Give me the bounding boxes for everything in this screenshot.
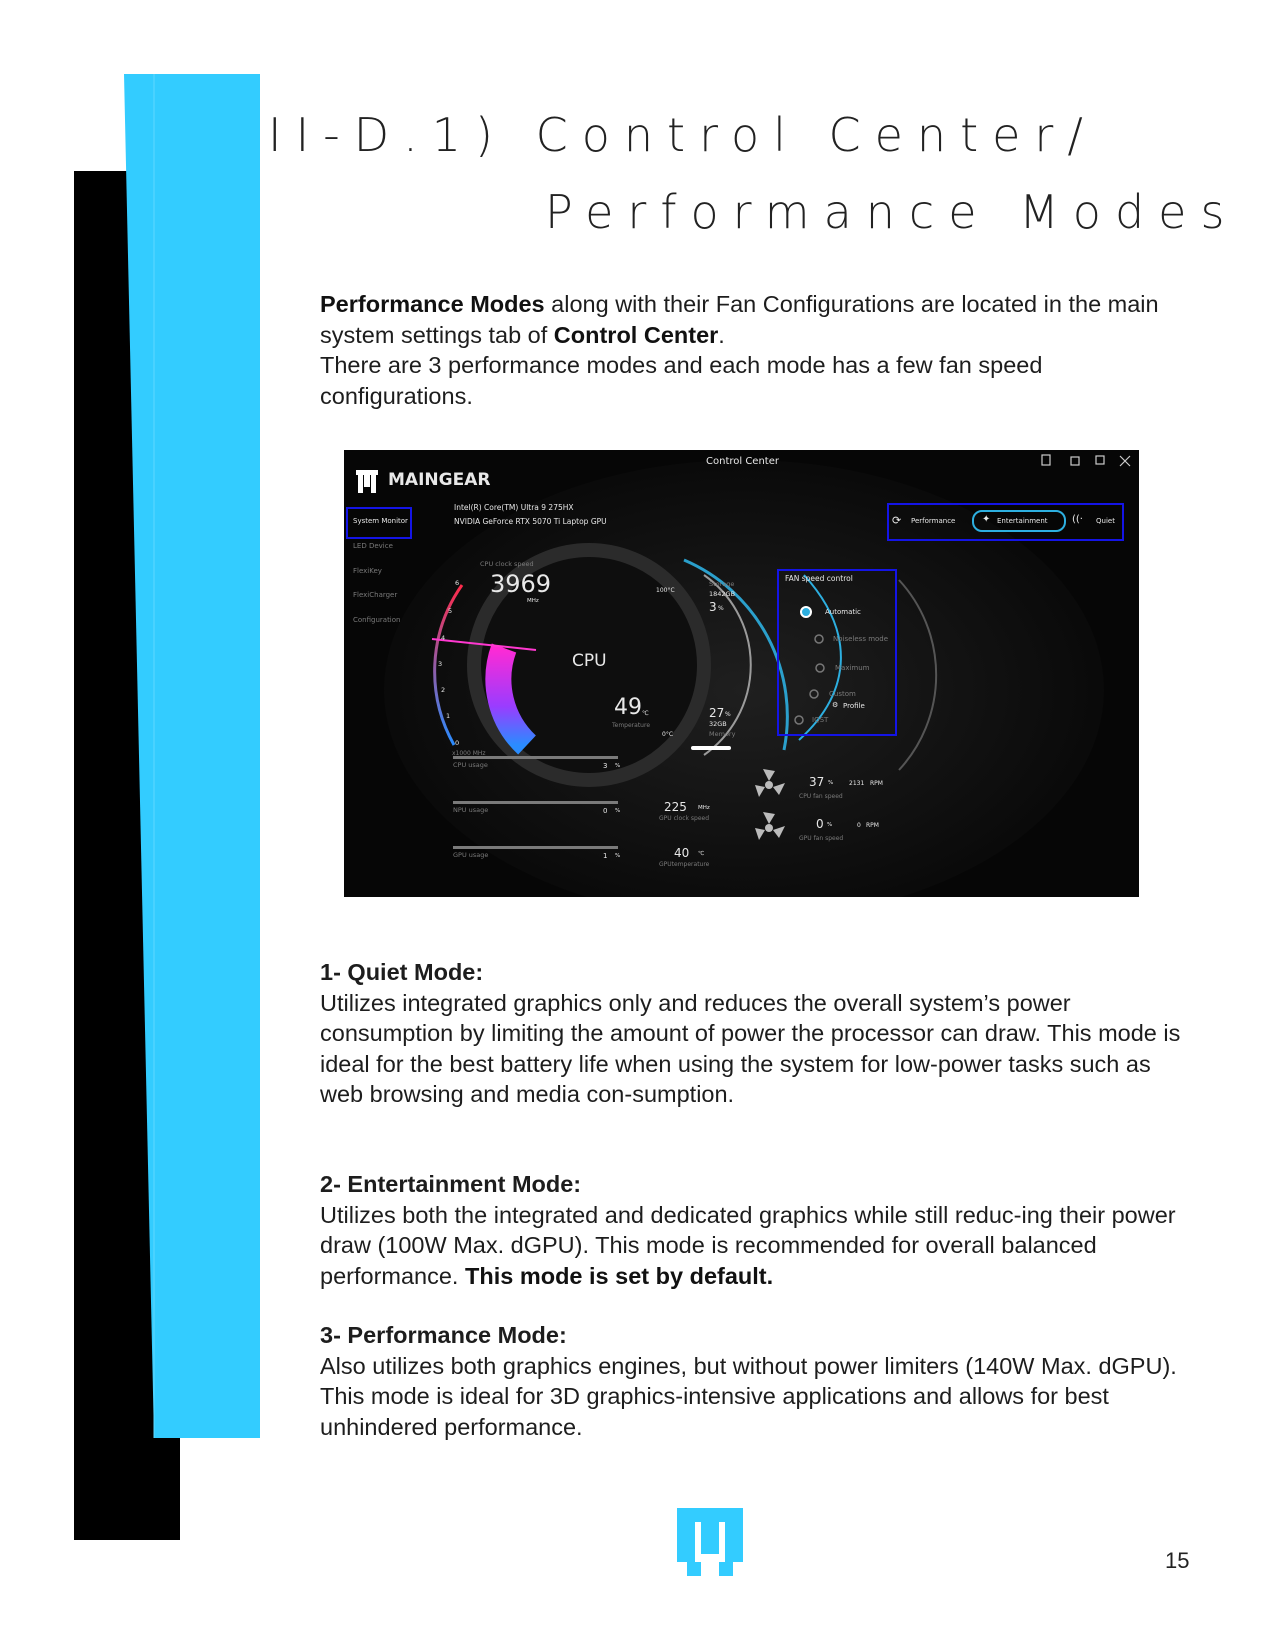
quiet-mode-heading: 1- Quiet Mode: (320, 959, 484, 985)
storage-value: 3 (709, 600, 717, 614)
temp-max-label: 100°C (656, 587, 675, 594)
memory-unit: % (725, 711, 731, 718)
mode-entertainment[interactable]: Entertainment (997, 517, 1048, 525)
gauge-progress-bar (691, 746, 731, 750)
gpu-temp-value: 40 (674, 846, 690, 860)
nav-flexicharger[interactable]: FlexiCharger (353, 591, 398, 599)
page-number: 15 (1165, 1548, 1190, 1573)
scale-tick-0: 0 (455, 739, 460, 747)
cpu-temp-unit: ℃ (642, 710, 649, 717)
scale-tick-5: 5 (448, 607, 453, 615)
storage-size: 1842GB (709, 590, 736, 598)
fan-option-noiseless[interactable]: Noiseless mode (833, 635, 889, 643)
intro-text: along with their Fan Configurations are located in the main system settings tab of (320, 291, 1159, 348)
scale-tick-6: 6 (455, 579, 460, 587)
fan-profile-link[interactable]: Profile (843, 702, 865, 710)
npu-usage-label: NPU usage (453, 806, 489, 814)
nav-led-device[interactable]: LED Device (353, 542, 393, 550)
brand-name: MAINGEAR (388, 470, 491, 490)
intro-paragraph-1 (320, 289, 1200, 350)
cpu-usage-label: CPU usage (453, 761, 488, 769)
fan-option-maximum[interactable]: Maximum (835, 664, 870, 672)
npu-usage-value: 0 (603, 807, 608, 815)
fan-option-iqst[interactable]: IQST (812, 716, 829, 724)
quiet-mode-text: Utilizes integrated graphics only and reduces the overall system’s power consumption by limiting the amount of power the processor can draw. This mode is ideal for the best battery life when using the system for low-power tasks such as web browsing and media con-sumption. (320, 989, 1181, 1107)
cpu-fan-rpm-unit: RPM (870, 780, 883, 787)
cpu-clock-label: CPU clock speed (480, 560, 534, 568)
entertainment-mode-heading: 2- Entertainment Mode: (320, 1171, 582, 1197)
entertainment-mode-default-note: This mode is set by default. (464, 1262, 774, 1289)
cpu-usage-unit: % (615, 763, 621, 769)
cpu-clock-value: 3969 (490, 570, 552, 598)
gpu-fan-value: 0 (816, 817, 824, 831)
gpu-name: NVIDIA GeForce RTX 5070 Ti Laptop GPU (454, 517, 607, 526)
cpu-fan-value: 37 (809, 775, 825, 789)
gauge-label-cpu: CPU (572, 651, 607, 671)
gpu-usage-unit: % (615, 853, 621, 859)
fan-option-automatic[interactable]: Automatic (825, 608, 861, 616)
gpu-usage-label: GPU usage (453, 851, 489, 859)
profile-gear-icon: ⚙ (832, 701, 839, 709)
cpu-name: Intel(R) Core(TM) Ultra 9 275HX (454, 503, 574, 512)
entertainment-mode-icon: ✦ (982, 514, 991, 525)
maingear-footer-logo-icon (677, 1508, 743, 1576)
page-title-line-2: Performance Modes (545, 185, 1239, 239)
performance-mode-heading: 3- Performance Mode: (320, 1322, 567, 1348)
scale-unit: x1000 MHz (452, 750, 486, 757)
cpu-fan-rpm: 2131 (849, 780, 865, 787)
window-title: Control Center (706, 456, 779, 467)
fan-control-title: FAN speed control (785, 574, 853, 583)
storage-label: Storage (709, 580, 735, 588)
entertainment-mode-section (320, 1169, 1200, 1291)
intro-section (320, 289, 1200, 411)
memory-size: 32GB (709, 720, 727, 728)
gpu-fan-label: GPU fan speed (799, 835, 844, 842)
scale-tick-2: 2 (441, 686, 446, 694)
nav-configuration[interactable]: Configuration (353, 616, 401, 624)
cpu-clock-unit: MHz (527, 598, 539, 604)
page-title-line-1: II-D.1) Control Center/ (268, 108, 1097, 162)
fan-option-custom[interactable]: Custom (829, 690, 856, 698)
intro-bold-term: Performance Modes (320, 291, 545, 317)
gpu-clock-label: GPU clock speed (659, 815, 710, 822)
intro-text-end: . (718, 321, 725, 348)
gpu-fan-rpm-unit: RPM (866, 822, 879, 829)
cpu-fan-label: CPU fan speed (799, 793, 843, 800)
scale-tick-4: 4 (441, 634, 446, 642)
intro-paragraph-2: There are 3 performance modes and each mode has a few fan speed configurations. (320, 352, 1043, 409)
gpu-clock-value: 225 (664, 800, 687, 814)
memory-label: Memory (709, 730, 736, 738)
quiet-mode-icon: ((· (1072, 514, 1083, 525)
scale-tick-1: 1 (446, 712, 451, 720)
performance-mode-section (320, 1320, 1200, 1442)
storage-unit: % (718, 605, 724, 612)
mode-performance[interactable]: Performance (911, 517, 956, 525)
cpu-usage-value: 3 (603, 762, 608, 770)
entertainment-mode-paragraph (320, 1200, 1200, 1292)
npu-usage-unit: % (615, 808, 621, 814)
memory-value: 27 (709, 706, 725, 720)
mode-quiet[interactable]: Quiet (1096, 517, 1115, 525)
gpu-usage-value: 1 (603, 852, 608, 860)
gpu-temp-unit: ℃ (698, 851, 705, 857)
scale-tick-3: 3 (438, 660, 443, 668)
gpu-temp-label: GPUtemperature (659, 861, 710, 868)
entertainment-mode-text: Utilizes both the integrated and dedicated graphics while still reduc-ing their power draw (100W Max. dGPU). This mode is recommended for overall balanced performance. (320, 1201, 1176, 1289)
cpu-temp-label: Temperature (612, 722, 651, 729)
gpu-clock-unit: MHz (698, 805, 710, 811)
intro-bold-term-2: Control Center (553, 321, 719, 348)
decorative-sidebar (0, 0, 270, 1560)
quiet-mode-section (320, 957, 1200, 1110)
performance-mode-text: Also utilizes both graphics engines, but without power limiters (140W Max. dGPU). This mode is ideal for 3D graphics-intensive applications and allows for best unhindered performance. (320, 1352, 1177, 1440)
gpu-fan-rpm: 0 (857, 822, 861, 829)
cpu-fan-unit: % (828, 780, 834, 786)
performance-mode-icon: ⟳ (892, 514, 902, 527)
temp-min-label: 0°C (662, 731, 674, 738)
nav-system-monitor[interactable]: System Monitor (353, 517, 408, 525)
fan-control-highlight (777, 569, 897, 736)
control-center-screenshot (344, 450, 1139, 897)
cpu-temp-value: 49 (614, 695, 642, 720)
gpu-fan-unit: % (827, 822, 833, 828)
nav-flexikey[interactable]: FlexiKey (353, 567, 382, 575)
